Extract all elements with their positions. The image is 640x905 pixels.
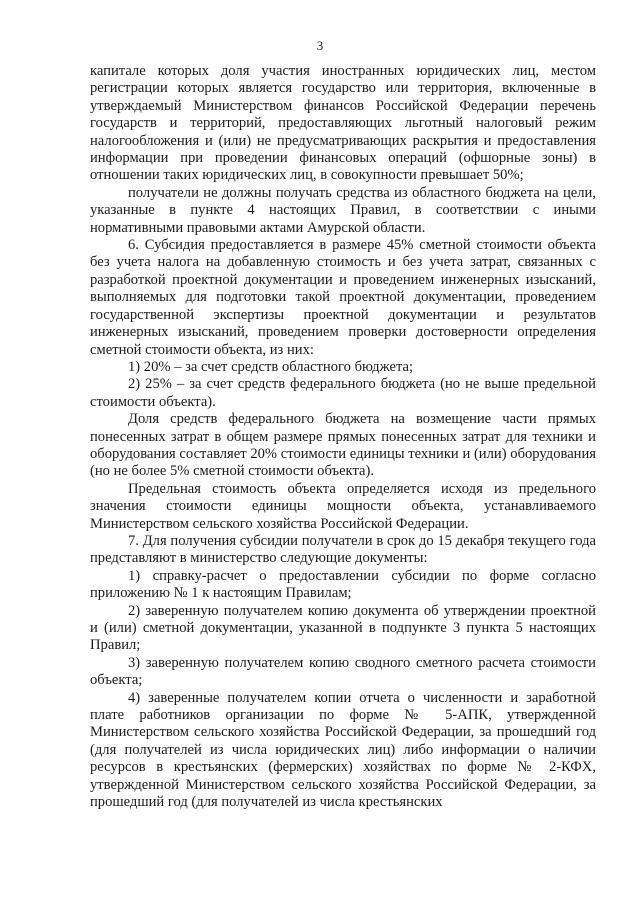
paragraph-offshore-condition: капитале которых доля участия иностранных юридических лиц, местом регистрации которых является государство или территория, включенные в утверждаемый Министерством финансов Российской Федерации перечень государств и территорий, предоставляющих льготный налоговый режим налогообложения и (или) не предусматривающих раскрытия и предоставления информации при проведении финансовых операций (офшорные зоны) в отношении таких юридических лиц, в совокупности превышает 50%; (90, 63, 596, 184)
paragraph-doc-item-4: 4) заверенные получателем копии отчета о численности и заработной плате работников организации по форме № 5-АПК, утвержденной Министерством сельского хозяйства Российской Федерации, за прошедший год (для получателей из числа юридических лиц) либо информации о наличии ресурсов в крестьянских (фермерских) хозяйствах по форме № 2-КФХ, утвержденной Министерством сельского хозяйства Российской Федерации, за прошедший год (для получателей из числа крестьянских (90, 689, 596, 811)
document-body (90, 63, 596, 811)
paragraph-federal-share-equipment: Доля средств федерального бюджета на возмещение части прямых понесенных затрат в общем размере прямых понесенных затрат для техники и оборудования составляет 20% стоимости единицы техники и (или) оборудования (но не более 5% сметной стоимости объекта). (90, 411, 596, 480)
paragraph-item-regional-share: 1) 20% – за счет средств областного бюджета; (128, 358, 414, 375)
paragraph-max-cost: Предельная стоимость объекта определяется исходя из предельного значения стоимости единицы мощности объекта, устанавливаемого Министерством сельского хозяйства Российской Федерации. (90, 480, 596, 532)
paragraph-item-federal-share: 2) 25% – за счет средств федерального бюджета (но не выше предельной стоимости объекта). (90, 376, 596, 410)
paragraph-doc-item-2: 2) заверенную получателем копию документа об утверждении проектной и (или) сметной документации, указанной в подпункте 3 пункта 5 настоящих Правил; (90, 602, 596, 654)
page-number: 3 (316, 38, 324, 53)
paragraph-regional-budget-condition: получатели не должны получать средства из областного бюджета на цели, указанные в пункте 4 настоящих Правил, в соответствии с иными нормативными правовыми актами Амурской области. (90, 184, 596, 236)
paragraph-doc-item-1: 1) справку-расчет о предоставлении субсидии по форме согласно приложению № 1 к настоящим Правилам; (90, 567, 596, 602)
paragraph-section-6: 6. Субсидия предоставляется в размере 45% сметной стоимости объекта без учета налога на добавленную стоимость и без учета затрат, связанных с разработкой проектной документации и проведением инженерных изысканий, выполняемых для подготовки такой проектной документации, проведением государственной экспертизы проектной документации и результатов инженерных изысканий, проведением проверки достоверности определения сметной стоимости объекта, из них: (90, 237, 596, 358)
paragraph-section-7: 7. Для получения субсидии получатели в срок до 15 декабря текущего года представляют в министерство следующие документы: (90, 532, 596, 567)
paragraph-doc-item-3: 3) заверенную получателем копию сводного сметного расчета стоимости объекта; (90, 654, 596, 689)
